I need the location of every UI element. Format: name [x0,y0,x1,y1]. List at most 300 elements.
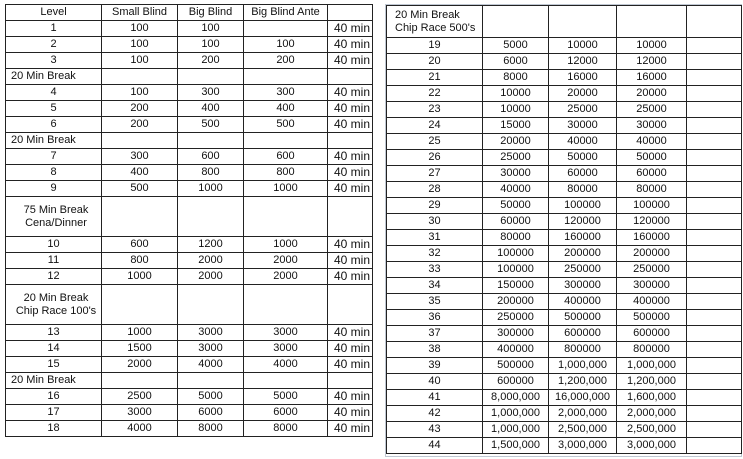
small-blind-cell: 100 [102,85,178,101]
big-blind-cell: 12000 [549,54,617,70]
ante-cell: 400000 [617,294,687,310]
duration-cell [687,358,742,374]
header-big-blind-ante: Big Blind Ante [244,5,328,21]
level-row [387,438,742,454]
level-row [387,54,742,70]
big-blind-cell: 5000 [178,389,244,405]
right-blind-table [386,5,742,454]
empty-cell [178,197,244,237]
big-blind-cell: 1,200,000 [549,374,617,390]
level-row [6,341,373,357]
big-blind-cell: 600000 [549,326,617,342]
level-row [387,390,742,406]
duration-cell [687,166,742,182]
level-row [387,406,742,422]
duration-cell [687,86,742,102]
ante-cell: 12000 [617,54,687,70]
ante-cell: 5000 [244,389,328,405]
level-cell: 43 [387,422,483,438]
big-blind-cell: 3000 [178,341,244,357]
ante-cell: 1,200,000 [617,374,687,390]
level-cell: 26 [387,150,483,166]
level-cell: 34 [387,278,483,294]
level-row [387,102,742,118]
big-blind-cell: 40000 [549,134,617,150]
ante-cell: 250000 [617,262,687,278]
duration-cell [687,390,742,406]
ante-cell: 100000 [617,198,687,214]
ante-cell: 500000 [617,310,687,326]
small-blind-cell: 1,000,000 [483,422,549,438]
level-cell: 5 [6,101,102,117]
ante-cell: 3,000,000 [617,438,687,454]
duration-cell: 40 min [328,357,373,373]
big-blind-cell: 250000 [549,262,617,278]
big-blind-cell: 800 [178,165,244,181]
left-blind-table [5,4,373,437]
level-cell: 27 [387,166,483,182]
level-cell: 11 [6,253,102,269]
empty-cell [328,285,373,325]
big-blind-cell: 25000 [549,102,617,118]
empty-cell [244,133,328,149]
big-blind-cell: 400000 [549,294,617,310]
small-blind-cell: 100 [102,21,178,37]
level-cell: 1 [6,21,102,37]
level-row [387,118,742,134]
level-cell: 31 [387,230,483,246]
level-cell: 12 [6,269,102,285]
small-blind-cell: 400 [102,165,178,181]
small-blind-cell: 80000 [483,230,549,246]
small-blind-cell: 4000 [102,421,178,437]
big-blind-cell: 200 [178,53,244,69]
duration-cell [687,134,742,150]
big-blind-cell: 4000 [178,357,244,373]
level-row [387,294,742,310]
left-blind-schedule-panel [5,4,372,455]
big-blind-cell: 500000 [549,310,617,326]
level-row [387,166,742,182]
big-blind-cell: 3,000,000 [549,438,617,454]
duration-cell [687,118,742,134]
level-cell: 44 [387,438,483,454]
level-row [6,421,373,437]
big-blind-cell: 2000 [178,253,244,269]
ante-cell: 40000 [617,134,687,150]
small-blind-cell: 250000 [483,310,549,326]
level-row [387,198,742,214]
duration-cell: 40 min [328,253,373,269]
ante-cell: 60000 [617,166,687,182]
level-cell: 39 [387,358,483,374]
level-cell: 38 [387,342,483,358]
empty-cell [244,69,328,85]
ante-cell [244,21,328,37]
duration-cell [687,198,742,214]
duration-cell [687,310,742,326]
duration-cell: 40 min [328,421,373,437]
level-row [387,326,742,342]
ante-cell: 80000 [617,182,687,198]
ante-cell: 2000 [244,253,328,269]
level-row [6,21,373,37]
level-row [6,389,373,405]
level-cell: 18 [6,421,102,437]
duration-cell: 40 min [328,149,373,165]
small-blind-cell: 1000 [102,269,178,285]
duration-cell: 40 min [328,101,373,117]
level-row [6,405,373,421]
duration-cell [687,374,742,390]
small-blind-cell: 100 [102,37,178,53]
ante-cell: 800000 [617,342,687,358]
duration-cell [687,38,742,54]
level-cell: 29 [387,198,483,214]
big-blind-cell: 2,500,000 [549,422,617,438]
big-blind-cell: 300000 [549,278,617,294]
empty-cell [687,6,742,38]
small-blind-cell: 40000 [483,182,549,198]
level-row [387,246,742,262]
level-cell: 35 [387,294,483,310]
duration-cell [687,262,742,278]
ante-cell: 10000 [617,38,687,54]
break-label [6,373,102,389]
level-row [6,149,373,165]
small-blind-cell: 200 [102,117,178,133]
small-blind-cell: 600000 [483,374,549,390]
left-header-row [6,5,373,21]
level-row [6,85,373,101]
level-row [387,86,742,102]
duration-cell [687,54,742,70]
level-cell: 25 [387,134,483,150]
duration-cell: 40 min [328,181,373,197]
break-label-line: 20 Min Break [23,291,89,304]
level-row [387,214,742,230]
right-blind-schedule-panel [385,4,742,457]
empty-cell [244,373,328,389]
big-blind-cell: 2,000,000 [549,406,617,422]
duration-cell [687,246,742,262]
duration-cell: 40 min [328,405,373,421]
small-blind-cell: 3000 [102,405,178,421]
empty-cell [178,285,244,325]
small-blind-cell: 500 [102,181,178,197]
level-cell: 16 [6,389,102,405]
level-cell: 3 [6,53,102,69]
ante-cell: 300 [244,85,328,101]
level-cell: 7 [6,149,102,165]
level-cell: 4 [6,85,102,101]
duration-cell: 40 min [328,325,373,341]
level-row [6,181,373,197]
ante-cell: 30000 [617,118,687,134]
level-cell: 20 [387,54,483,70]
empty-cell [178,69,244,85]
break-label [6,133,102,149]
break-label-line: 20 Min Break [11,134,76,146]
duration-cell: 40 min [328,21,373,37]
ante-cell: 2000 [244,269,328,285]
big-blind-cell: 50000 [549,150,617,166]
ante-cell: 100 [244,37,328,53]
break-label-line: Cena/Dinner [25,216,87,229]
small-blind-cell: 200 [102,101,178,117]
level-row [6,357,373,373]
level-row [6,165,373,181]
small-blind-cell: 2000 [102,357,178,373]
duration-cell [687,438,742,454]
level-cell: 15 [6,357,102,373]
big-blind-cell: 8000 [178,421,244,437]
break-label [6,197,102,237]
empty-cell [617,6,687,38]
level-row [387,150,742,166]
big-blind-cell: 1200 [178,237,244,253]
empty-cell [328,373,373,389]
header-level: Level [6,5,102,21]
duration-cell [687,406,742,422]
break-row [6,373,373,389]
empty-cell [244,285,328,325]
level-cell: 36 [387,310,483,326]
ante-cell: 1000 [244,181,328,197]
empty-cell [244,197,328,237]
big-blind-cell: 120000 [549,214,617,230]
level-row [387,342,742,358]
level-cell: 13 [6,325,102,341]
level-cell: 14 [6,341,102,357]
duration-cell [687,342,742,358]
level-row [387,230,742,246]
small-blind-cell: 600 [102,237,178,253]
small-blind-cell: 2500 [102,389,178,405]
level-cell: 23 [387,102,483,118]
duration-cell [687,278,742,294]
ante-cell: 3000 [244,341,328,357]
big-blind-cell: 20000 [549,86,617,102]
break-label-line: Chip Race 500's [395,21,476,34]
empty-cell [328,197,373,237]
ante-cell: 120000 [617,214,687,230]
level-row [6,253,373,269]
ante-cell: 300000 [617,278,687,294]
small-blind-cell: 6000 [483,54,549,70]
big-blind-cell: 160000 [549,230,617,246]
level-cell: 28 [387,182,483,198]
level-row [387,278,742,294]
small-blind-cell: 300000 [483,326,549,342]
header-big-blind: Big Blind [178,5,244,21]
big-blind-cell: 100 [178,37,244,53]
small-blind-cell: 1500 [102,341,178,357]
level-cell: 10 [6,237,102,253]
small-blind-cell: 100000 [483,262,549,278]
small-blind-cell: 15000 [483,118,549,134]
level-cell: 19 [387,38,483,54]
level-cell: 2 [6,37,102,53]
small-blind-cell: 8,000,000 [483,390,549,406]
level-cell: 24 [387,118,483,134]
big-blind-cell: 200000 [549,246,617,262]
ante-cell: 500 [244,117,328,133]
big-blind-cell: 6000 [178,405,244,421]
empty-cell [102,373,178,389]
empty-cell [328,133,373,149]
duration-cell: 40 min [328,53,373,69]
ante-cell: 2,000,000 [617,406,687,422]
duration-cell: 40 min [328,389,373,405]
level-row [387,374,742,390]
duration-cell: 40 min [328,341,373,357]
level-cell: 42 [387,406,483,422]
empty-cell [178,133,244,149]
big-blind-cell: 10000 [549,38,617,54]
level-row [387,262,742,278]
level-row [6,269,373,285]
ante-cell: 160000 [617,230,687,246]
ante-cell: 800 [244,165,328,181]
small-blind-cell: 20000 [483,134,549,150]
big-blind-cell: 400 [178,101,244,117]
level-cell: 17 [6,405,102,421]
level-cell: 22 [387,86,483,102]
empty-cell [178,373,244,389]
level-cell: 6 [6,117,102,133]
small-blind-cell: 8000 [483,70,549,86]
level-cell: 8 [6,165,102,181]
small-blind-cell: 1000 [102,325,178,341]
big-blind-cell: 16,000,000 [549,390,617,406]
ante-cell: 200000 [617,246,687,262]
small-blind-cell: 50000 [483,198,549,214]
header-small-blind: Small Blind [102,5,178,21]
ante-cell: 16000 [617,70,687,86]
break-row [6,69,373,85]
level-row [387,38,742,54]
duration-cell: 40 min [328,237,373,253]
ante-cell: 600000 [617,326,687,342]
small-blind-cell: 150000 [483,278,549,294]
level-row [6,117,373,133]
empty-cell [102,197,178,237]
level-cell: 32 [387,246,483,262]
small-blind-cell: 5000 [483,38,549,54]
header-duration [328,5,373,21]
empty-cell [102,285,178,325]
level-row [6,325,373,341]
small-blind-cell: 10000 [483,86,549,102]
ante-cell: 1000 [244,237,328,253]
break-label [6,285,102,325]
break-label-line: 20 Min Break [395,8,460,21]
ante-cell: 3000 [244,325,328,341]
big-blind-cell: 2000 [178,269,244,285]
duration-cell [687,294,742,310]
small-blind-cell: 100000 [483,246,549,262]
small-blind-cell: 60000 [483,214,549,230]
empty-cell [483,6,549,38]
level-row [6,37,373,53]
duration-cell: 40 min [328,37,373,53]
small-blind-cell: 25000 [483,150,549,166]
break-label-line: 20 Min Break [11,374,76,386]
small-blind-cell: 30000 [483,166,549,182]
level-cell: 37 [387,326,483,342]
duration-cell: 40 min [328,269,373,285]
duration-cell [687,150,742,166]
big-blind-cell: 500 [178,117,244,133]
big-blind-cell: 80000 [549,182,617,198]
break-label-line: 75 Min Break [23,203,89,216]
big-blind-cell: 100 [178,21,244,37]
level-cell: 41 [387,390,483,406]
ante-cell: 8000 [244,421,328,437]
ante-cell: 2,500,000 [617,422,687,438]
level-cell: 33 [387,262,483,278]
level-cell: 40 [387,374,483,390]
big-blind-cell: 1000 [178,181,244,197]
ante-cell: 1,000,000 [617,358,687,374]
break-row [6,197,373,237]
duration-cell: 40 min [328,85,373,101]
small-blind-cell: 200000 [483,294,549,310]
big-blind-cell: 300 [178,85,244,101]
level-row [6,237,373,253]
small-blind-cell: 400000 [483,342,549,358]
level-cell: 21 [387,70,483,86]
duration-cell [687,422,742,438]
break-label [387,6,483,38]
break-label [6,69,102,85]
big-blind-cell: 16000 [549,70,617,86]
duration-cell [687,326,742,342]
ante-cell: 25000 [617,102,687,118]
empty-cell [102,133,178,149]
ante-cell: 4000 [244,357,328,373]
duration-cell [687,230,742,246]
small-blind-cell: 300 [102,149,178,165]
level-row [387,310,742,326]
small-blind-cell: 100 [102,53,178,69]
level-row [387,422,742,438]
level-row [6,101,373,117]
big-blind-cell: 600 [178,149,244,165]
big-blind-cell: 60000 [549,166,617,182]
break-row [6,285,373,325]
small-blind-cell: 500000 [483,358,549,374]
big-blind-cell: 1,000,000 [549,358,617,374]
small-blind-cell: 10000 [483,102,549,118]
level-row [6,53,373,69]
ante-cell: 400 [244,101,328,117]
duration-cell [687,182,742,198]
level-cell: 9 [6,181,102,197]
ante-cell: 200 [244,53,328,69]
chip-race-break-row [387,6,742,38]
empty-cell [549,6,617,38]
big-blind-cell: 30000 [549,118,617,134]
big-blind-cell: 3000 [178,325,244,341]
big-blind-cell: 100000 [549,198,617,214]
ante-cell: 1,600,000 [617,390,687,406]
duration-cell: 40 min [328,165,373,181]
level-row [387,70,742,86]
small-blind-cell: 1,000,000 [483,406,549,422]
ante-cell: 20000 [617,86,687,102]
